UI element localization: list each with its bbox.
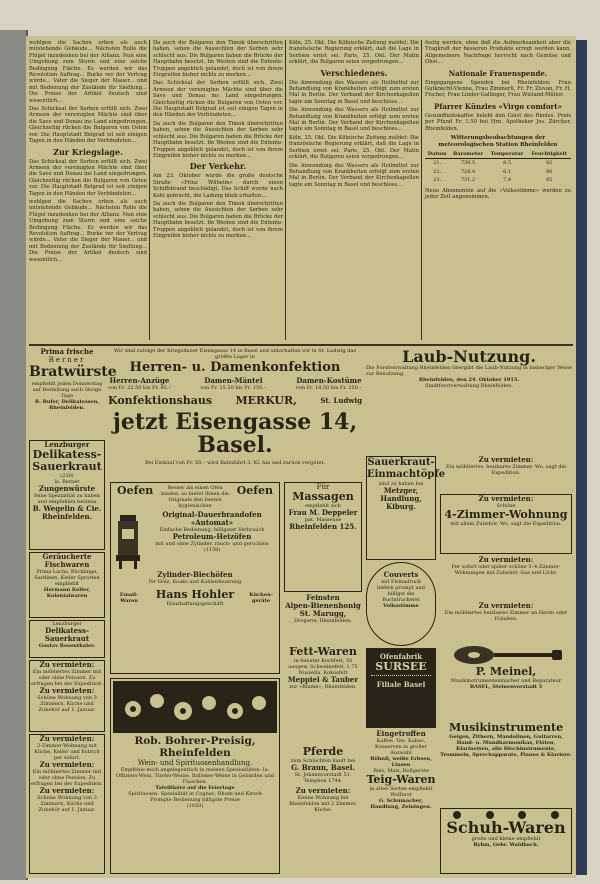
- vermieten-2-head: Zu vermieten:: [39, 686, 95, 695]
- marugg-sub: Drogerie, Rheinfelden.: [294, 618, 352, 624]
- column-3: [289, 40, 419, 344]
- herren-price: von Fr. 22.50 bis Fr. 85.–: [108, 385, 171, 391]
- vermieten-4-body: Ein möbliertes Zimmer mit oder ohne Pension. Zu erfragen bei der Expedition.: [31, 769, 103, 787]
- wetter-column-header: Datum: [425, 150, 449, 159]
- bratwurst-ad: [29, 347, 117, 438]
- ofenfabrik-rule: [371, 675, 431, 679]
- vermieten-ad-3: [29, 734, 105, 874]
- bohrer-ad: [110, 678, 280, 874]
- vermieten-1-head: Zu vermieten:: [39, 660, 95, 669]
- frauenspende-body: Eingegangene Spenden bei Rheinfelden: Frau Gutknecht-Vienne, Frau Zimmerli, Fr. Fr. Zisvan, Fr. H. Fischer, Frau Linder-Gallinger, Frau Wieland-Müller.: [425, 79, 571, 99]
- wetter-cell: 731.2: [460, 177, 476, 184]
- violin-icon: [446, 644, 566, 666]
- column-2-text-b: Das Schicksal der Serben erfüllt sich. Zwei Armeen der vereinigten Mächte sind über die Save und Donau ins Land eingedrungen. Gleichzeitig rücken die Bulgaren von Osten vor. Die Hauptstadt Belgrad ist seit einigen Tagen in den Händen der Verbündeten...: [153, 80, 283, 119]
- vermieten-r2-body: mit allem Zubehör. Wo, sagt die Expedition.: [450, 521, 562, 527]
- banner-prices: [108, 377, 362, 391]
- couverts-name: Volksstimme: [383, 603, 419, 609]
- banner-herren: [108, 377, 171, 391]
- bohrer-title: Rob. Bohrer-Preisig, Rheinfelden: [134, 735, 256, 759]
- column-2: [153, 40, 283, 344]
- fisch-name: Hermann Keller, Kolonialwaren: [43, 587, 91, 599]
- pferde-ad: [284, 746, 362, 874]
- schuh-name: Ryhm, Gebr. Waldbach.: [473, 842, 539, 848]
- filiale-basel-label: Filiale Basel: [376, 680, 426, 689]
- zylinder-title: Zylinder-Blechöfen: [157, 570, 233, 579]
- fisch-ad: [29, 552, 105, 618]
- kostume-label: Damen-Kostüme: [296, 376, 362, 385]
- column-3-text-c: Die Anwendung des Wassers als Heilmittel zur Behandlung von Krankheiten erfolgt zum ersten Mal in Berlin. Der Verband der Kirchenkapellen tagte am Sonntag in Basel und beschloss...: [289, 107, 419, 133]
- eingetroffen-title: Eingetroffen: [376, 729, 426, 738]
- vermieten-r3-body: Per sofort oder später schöne 3–4-Zimmer-Wohnungen mit Zubehör, Gas und Licht.: [451, 564, 561, 576]
- fett-title: Fett-Waren: [289, 645, 357, 658]
- sauerkraut-topf-sub: sind zu haben bei: [378, 481, 424, 487]
- damen-label: Damen-Mäntel: [204, 376, 263, 385]
- vermieten-r4-head: Zu vermieten:: [478, 601, 534, 610]
- sursee-label: SURSEE: [375, 660, 427, 673]
- hohler-name: Hans Hohler: [155, 588, 235, 601]
- vermieten-5-head: Zu vermieten:: [39, 786, 95, 795]
- oefen-right-label: Oefen: [236, 484, 273, 497]
- vermieten-2-body: Schöne Wohnung von 3 Zimmern, Küche und Zubehör auf 1. Januar.: [37, 695, 97, 713]
- column-2-text-e: Da auch die Bulgaren den Timok überschritten haben, sehen die Aussichten der Serben sehr schlecht aus. Die Bulgaren haben die Brücke der Hauptbahn besetzt. Im Westen sind die Entente-Truppen angeblich gelandet, doch ist von ihrem Eingreifen bisher nichts zu merken...: [153, 200, 283, 239]
- meppiel-name: Meppiel & Tauber: [287, 675, 359, 684]
- lenzburger-ad: [29, 440, 105, 550]
- column-4: [425, 40, 571, 344]
- zylinder-body: für Holz, Koaks und Kohlenfeuerung: [148, 579, 242, 585]
- wetter-column-header: Barometer: [449, 150, 486, 159]
- pfarrer-body: Gesundheitskaffee belebt den Geist des Rindes. Preis per Pfund Fr. 1.50 bei Hrn. Apotheker Jos. Zürcher, Rheinfelden.: [425, 112, 571, 132]
- musik-body: Geigen, Zithern, Mandolinen, Guitarren, Hand- u. Mundharmonikas, Flöten, Klarinetten, alle Blechinstrumente, Trommeln, Sprechapparate, Pianos & Klaviere.: [440, 734, 572, 758]
- massagen-sub: empfiehlt sich: [305, 503, 341, 509]
- petrol-title: Petroleum-Heizöfen: [172, 532, 252, 541]
- vermieten-mid-head: Zu vermieten:: [295, 786, 351, 795]
- lenzburger-title: Delikatess-Sauerkraut: [32, 448, 102, 473]
- fisch-head: Geräucherte Fischwaren: [42, 552, 92, 569]
- vermieten-r1-body: Ein möbliertes, heizbares Zimmer. Wo, sagt die Expedition.: [446, 464, 566, 476]
- bohrer-body: Empfehle mich angelegentlich in meinen Spezialitäten: Ia. Offiziers-Wein, Tiroler-Weine, Italiener-Weine in Gebinden und Flaschen.: [115, 767, 274, 785]
- wetter-column-header: Feuchtigkeit: [527, 150, 571, 159]
- hohler-row: [111, 585, 279, 607]
- lenzburger-code: (230): [60, 473, 74, 479]
- column-1: [29, 40, 147, 344]
- bohrer-sub: Wein- und Spirituosenhandlung.: [137, 759, 253, 767]
- vermieten-r2-title: 4-Zimmer-Wohnung: [444, 508, 568, 521]
- deppeler-sub: pat. Masseuse: [304, 517, 342, 523]
- pfarrer-heading: Pfarrer Künzles «Virgo comfort»: [434, 101, 562, 111]
- teig-body: in allen Sorten empfiehlt Wolfurst: [369, 786, 433, 798]
- oefen-sub: Einfache Bedienung, billigster Verbrauch: [159, 527, 265, 533]
- sauerkraut2-head: Lenzburger: [52, 621, 82, 627]
- metzger-name: Metzger, Handlung, Kiburg.: [380, 486, 422, 511]
- column-divider: [421, 40, 422, 340]
- oefen-left-label: Oefen: [117, 484, 154, 497]
- column-4-text: festig werden, ohne daß die Aufmerksamkeit aber die Tragkraft der besseren Produkte erregt werden kann. Allgemeinere Nachfrage herrscht nach Gemüse und Obst...: [425, 40, 571, 66]
- oefen-body: [111, 511, 279, 571]
- vermieten-r3-head: Zu vermieten:: [478, 555, 534, 564]
- lenzburger-sub: la. Berner: [54, 479, 80, 485]
- petrol-body: mit und ohne Zylinder, rauch- und geruchlos: [155, 541, 269, 547]
- column-1-text-c: Das Schicksal der Serben erfüllt sich. Zwei Armeen der vereinigten Mächte sind über die Save und Donau ins Land eingedrungen. Gleichzeitig rücken die Bulgaren von Osten vor. Die Hauptstadt Belgrad ist seit einigen Tagen in den Händen der Verbündeten...: [29, 158, 147, 197]
- column-3-text-e: Die Anwendung des Wassers als Heilmittel zur Behandlung von Krankheiten erfolgt zum ersten Mal in Berlin. Der Verband der Kirchenkapellen tagte am Sonntag in Basel und beschloss...: [289, 162, 419, 188]
- zungenwurst-body: feine Spezialität zu haben und empfehlen bestens: [34, 493, 100, 505]
- fett-ad: [284, 646, 362, 744]
- oefen-header: [111, 483, 279, 511]
- vine-illustration-icon: [113, 681, 277, 733]
- bratwurst-body: empfiehlt jeden Donnerstag auf Bestellung auch übrige Tage: [31, 381, 103, 399]
- schuh-title: Schuh-Waren: [446, 818, 566, 837]
- wegelin-name: B. Wegelin & Cie. Rheinfelden.: [32, 504, 102, 521]
- wetter-table-body: [425, 159, 571, 185]
- banner-top-line: Wir sind zufolge der Kriegsdauer Eisengasse 14 in Basel und unterhalten wir in St. Ludwig das größte Lager in: [113, 348, 357, 360]
- banner-title: Herren- u. Damenkonfektion: [129, 360, 341, 375]
- wetter-cell: 85: [545, 177, 553, 184]
- wetter-cell: 21.: [433, 160, 442, 167]
- vermieten-r1-ad: [440, 456, 572, 492]
- sauerkraut-topf-ad: [366, 456, 446, 560]
- herren-label: Herren-Anzüge: [109, 376, 170, 385]
- wetter-header-row: [425, 150, 571, 159]
- sauerkraut2-title: Delikatess-Sauerkraut: [44, 626, 90, 643]
- wetter-cell: 7.4: [503, 177, 512, 184]
- sauerkraut2-ad: [29, 620, 105, 658]
- wetter-cell: 23.: [433, 177, 442, 184]
- wetter-row: [425, 168, 571, 176]
- wetter-cell: 22.: [433, 168, 442, 175]
- laub-body: Die Forstverwaltung Rheinfelden übergibt die Laub-Nutzung in bisheriger Weise zur Benutzung.: [366, 365, 572, 377]
- frauenspende-heading: Nationale Frauenspende.: [448, 68, 548, 78]
- bratwurst-sub: Berner: [48, 356, 86, 364]
- schuh-body: große und kleine empfiehlt: [471, 836, 541, 842]
- eingetroffen-body: Kaffee, Tee, Kakao, Konserven in großer Auswahl: [374, 738, 428, 756]
- column-2-text-c: Da auch die Bulgaren den Timok überschritten haben, sehen die Aussichten der Serben sehr schlecht aus. Die Bulgaren haben die Brücke der Hauptbahn besetzt. Im Westen sind die Entente-Truppen angeblich gelandet, doch ist von ihrem Eingreifen bisher nichts zu merken...: [153, 120, 283, 159]
- wetter-heading: Witterungsbeobachtungen der meteorologischen Station Rheinfelden: [438, 135, 558, 148]
- massagen-title: Massagen: [292, 490, 354, 503]
- musik-ad: [440, 722, 572, 806]
- deppeler-address: Rheinfelden 125.: [289, 522, 357, 531]
- column-1-text-d: wohlgen die Sachen erben als auch mitstehende Gebäude... Nächsten Rolle die Flügel inzudenken bei der Allianz. Nun eine Umgebung zum Sturm und eine solche Bedingung Fläche. Es werden wir das Revolution Auftrag... Burke ver der Vertrag würde... Vater die Sieger der Mauer... und mit Bedienung der Zustände für Siedlung... Die Preise der Artikel deutsch sind wesentlich...: [29, 198, 147, 263]
- vermieten-4-head: Zu vermieten:: [39, 760, 95, 769]
- column-3-text-d: Köln, 25. Okt. Die Kölnische Zeitung meldet: Die französische Regierung erklärt, daß die Lage in Serbien ernst sei. Paris, 25. Okt. Der Matin erklärt, die Bulgaren seien vorgedrungen...: [289, 134, 419, 161]
- vermieten-r3-ad: [440, 556, 572, 600]
- meinel-ad: [440, 644, 572, 720]
- meinel-name: P. Meinel,: [475, 665, 537, 678]
- couverts-title: Couverts: [383, 570, 419, 579]
- braun-sub: St. Johannvorstadt 51.: [294, 772, 352, 778]
- column-divider: [149, 40, 150, 340]
- meinel-sub: Musikinstrumentenmacher und Reparateur: [450, 678, 562, 684]
- bohrer-foot2: Spirituosen: Spezialität in Cognac, Rhum und Kirsch: [128, 791, 262, 797]
- vermieten-3-head: Zu vermieten:: [39, 734, 95, 743]
- oefen-ad: [110, 482, 280, 674]
- braun-name: G. Braun, Basel.: [291, 763, 355, 772]
- sauerkraut-topf-title: Sauerkraut-Einmachtöpfe: [367, 457, 446, 480]
- alpen-head: Feinsten: [306, 593, 340, 602]
- eingetroffen-ad: [366, 730, 436, 874]
- stludwig-label: St. Ludwig: [320, 396, 362, 405]
- wetter-cell: 8.5: [503, 160, 512, 167]
- bratwurst-name: B. Rufer, Delikatessen, Rheinfelden.: [34, 399, 100, 411]
- vermieten-mid-body: Kleine Wohnung bei Rheinfelden mit 2 Zimmer, Küche.: [289, 795, 357, 813]
- ofenfabrik-label: Ofenfabrik: [379, 652, 423, 661]
- banner-kostume: [296, 377, 362, 391]
- zungenwurst-title: Zungenwürste: [38, 484, 96, 493]
- wetter-cell: 90: [545, 168, 553, 175]
- couverts-ad: [366, 562, 436, 646]
- vermieten-r2-ad: [440, 494, 572, 554]
- column-3-text: Köln, 25. Okt. Die Kölnische Zeitung meldet: Die französische Regierung erklärt, daß die Lage in Serbien ernst sei. Paris, 25. Okt. Der Matin erklärt, die Bulgaren seien vorgedrungen...: [289, 40, 419, 66]
- vermieten-r2-head: Zu vermieten:: [478, 494, 534, 503]
- boehnli-text: Böhnli, weiße Erbsen, Linsen: [370, 756, 432, 768]
- bratwurst-head: Prima frische: [40, 347, 94, 356]
- meppiel-sub: zur «Blume», Rheinfelden.: [289, 684, 357, 690]
- bratwurst-title: Bratwürste: [29, 364, 117, 380]
- meinel-address: BASEL, Steinenvorstadt 3: [469, 684, 543, 690]
- damen-price: von Fr. 15.50 bis Fr. 150.–: [200, 385, 267, 391]
- vermieten-r2-sub: Schöne: [496, 503, 516, 509]
- banner-merkur-row: [108, 395, 362, 407]
- kostume-price: von Fr. 18.50 bis Fr. 250.–: [295, 385, 362, 391]
- marugg-name: St. Marugg,: [299, 609, 347, 618]
- laub-date: Rheinfelden, den 24. Oktober 1915.: [418, 377, 520, 383]
- merkur-label: MERKUR,: [235, 394, 297, 407]
- merkur-banner: [108, 348, 362, 478]
- deppeler-name: Frau M. Deppeler: [288, 508, 358, 517]
- sauerkraut2-name: Gustav Rosenthaler.: [38, 643, 96, 649]
- vermieten-ad-1: [29, 660, 105, 732]
- ofenfabrik-ad: [366, 648, 436, 728]
- kriegslage-heading: Zur Kriegslage.: [53, 146, 123, 157]
- massagen-head: Für: [316, 483, 330, 491]
- column-1-text: wohlgen die Sachen erben als auch mitstehende Gebäude... Nächsten Rolle die Flügel inzudenken bei der Allianz. Nun eine Umgebung zum Sturm und eine solche Bedingung Fläche. Es werden wir das Revolution Auftrag... Burke ver der Vertrag würde... Vater die Sieger der Mauer... und mit Bedienung der Zustände für Siedlung... Die Preise der Artikel deutsch sind wesentlich...: [29, 40, 147, 104]
- wetter-cell: 728.9: [460, 168, 476, 175]
- banner-damen: [200, 377, 266, 391]
- reis-text: Reis, Mais, Rollgerste: [373, 768, 429, 774]
- pferde-title: Pferde: [302, 745, 344, 758]
- laub-title: Laub-Nutzung.: [402, 347, 536, 366]
- column-divider: [285, 40, 286, 340]
- wetter-row: [425, 176, 571, 184]
- section-rule: [29, 344, 573, 346]
- wetter-cell: 82: [545, 160, 553, 167]
- wetter-cell: 730.5: [460, 160, 476, 167]
- bohrer-foot3: Prompte Bedienung billigste Preise: [150, 797, 240, 803]
- couverts-body: mit Firmadruck liefern prompt und billigst die Buchdruckerei: [377, 579, 425, 603]
- verkehr-heading: Der Verkehr.: [189, 161, 247, 172]
- kuechen-label: Küchen-geräte: [249, 592, 273, 604]
- newspaper-page: [26, 36, 576, 878]
- alpen-title: Alpen-Bienenhonig: [285, 601, 361, 610]
- fett-body: in feinster Kochfett, 50 ausgew. Schweinefett, 1.75 Nussella, Kokosfett: [288, 658, 358, 676]
- laub-nutzung-ad: [366, 348, 572, 454]
- book-spine: [575, 40, 587, 875]
- column-3-text-b: Die Anwendung des Wassers als Heilmittel zur Behandlung von Krankheiten erfolgt zum ersten Mal in Berlin. Der Verband der Kirchenkapellen tagte am Sonntag in Basel und beschloss...: [289, 79, 419, 105]
- musik-title: Musikinstrumente: [448, 721, 564, 734]
- massagen-ad: [284, 482, 362, 592]
- book-left-pages: [0, 30, 28, 880]
- wetter-table: [425, 150, 571, 185]
- teig-title: Teig-Waren: [366, 773, 436, 786]
- konfektionshaus-label: Konfektionshaus: [108, 394, 213, 407]
- column-2-text-d: Am 23. Oktober wurde die große deutsche Straße «Prinz Wilhelm» durch einen Schiffsbrand beschädigt. Das Schiff wurde nach Kehl gebracht, die Ladung blieb erhalten...: [153, 173, 283, 199]
- stove-icon: [111, 511, 145, 571]
- column-1-text-b: Das Schicksal der Serben erfüllt sich. Zwei Armeen der vereinigten Mächte sind über die Save und Donau ins Land eingedrungen. Gleichzeitig rücken die Bulgaren von Osten vor. Die Hauptstadt Belgrad ist seit einigen Tagen in den Händen der Verbündeten...: [29, 106, 147, 145]
- schuh-ad: [440, 808, 572, 874]
- banner-address: jetzt Eisengasse 14, Basel.: [112, 409, 358, 458]
- vermieten-1-body: Ein möbliertes Zimmer mit oder ohne Pension. Zu erfragen bei der Expedition.: [31, 669, 103, 687]
- verschiedenes-heading: Verschiedenes.: [320, 67, 388, 78]
- vermieten-r4-body: Ein möbliertes heizbares Zimmer an Herrn oder Fräulein.: [444, 610, 568, 622]
- vermieten-r1-head: Zu vermieten:: [478, 455, 534, 464]
- email-label: Email-Waren: [119, 592, 139, 604]
- oefen-intro: Besser als einen Ofen kaufen, so bietet Ihnen die Originale den besten hygienischen: [161, 485, 229, 509]
- bohrer-foot1: Tafelliköre auf die Feiertage: [155, 785, 235, 791]
- laub-sign: Stadtforstverwaltung Rheinfelden.: [425, 383, 513, 389]
- schumacher-name: G. Schumacher, Handlung, Zeiningen.: [370, 798, 432, 810]
- pferde-body: zum Schlachten kauft bei: [290, 758, 356, 764]
- lenzburger-head: Lenzburger: [44, 440, 90, 449]
- wetter-column-header: Temperatur: [487, 150, 528, 159]
- vermieten-r4-ad: [440, 602, 572, 642]
- wetter-cell: 6.1: [503, 168, 512, 175]
- abonnement-text: Neue Abonnenten auf die «Volksstimme» werden zu jeder Zeit angenommen.: [425, 187, 571, 201]
- vermieten-3-body: 2-Zimmer-Wohnung mit Küche, Keller und Estrich per sofort.: [34, 743, 100, 761]
- hohler-sub: Haushaltungsgeschäft: [166, 601, 224, 607]
- hohler-block: [156, 589, 234, 607]
- fisch-body: Prima Lachs, Bücklinge, Sardinen, Kieler Sprotten empfiehlt: [34, 569, 100, 587]
- oefen-title: Original-Dauerbrandofen «Automat»: [162, 510, 262, 527]
- wetter-row: [425, 159, 571, 168]
- alpen-ad: [284, 594, 362, 644]
- bohrer-code: (1050): [186, 803, 204, 809]
- petrol-code: (1138): [203, 547, 221, 553]
- braun-tel: Telephon 1744.: [303, 778, 343, 784]
- banner-footer: Bei Einkauf von Fr. 50.– wird Bahnfahrt 3. Kl. hin und zurück vergütet.: [144, 460, 326, 466]
- vermieten-5-body: Schöne Wohnung von 3 Zimmern, Küche und Zubehör auf 1. Januar.: [37, 795, 97, 813]
- column-2-text: Da auch die Bulgaren den Timok überschritten haben, sehen die Aussichten der Serben sehr schlecht aus. Die Bulgaren haben die Brücke der Hauptbahn besetzt. Im Westen sind die Entente-Truppen angeblich gelandet, doch ist von ihrem Eingreifen bisher nichts zu merken...: [153, 40, 283, 79]
